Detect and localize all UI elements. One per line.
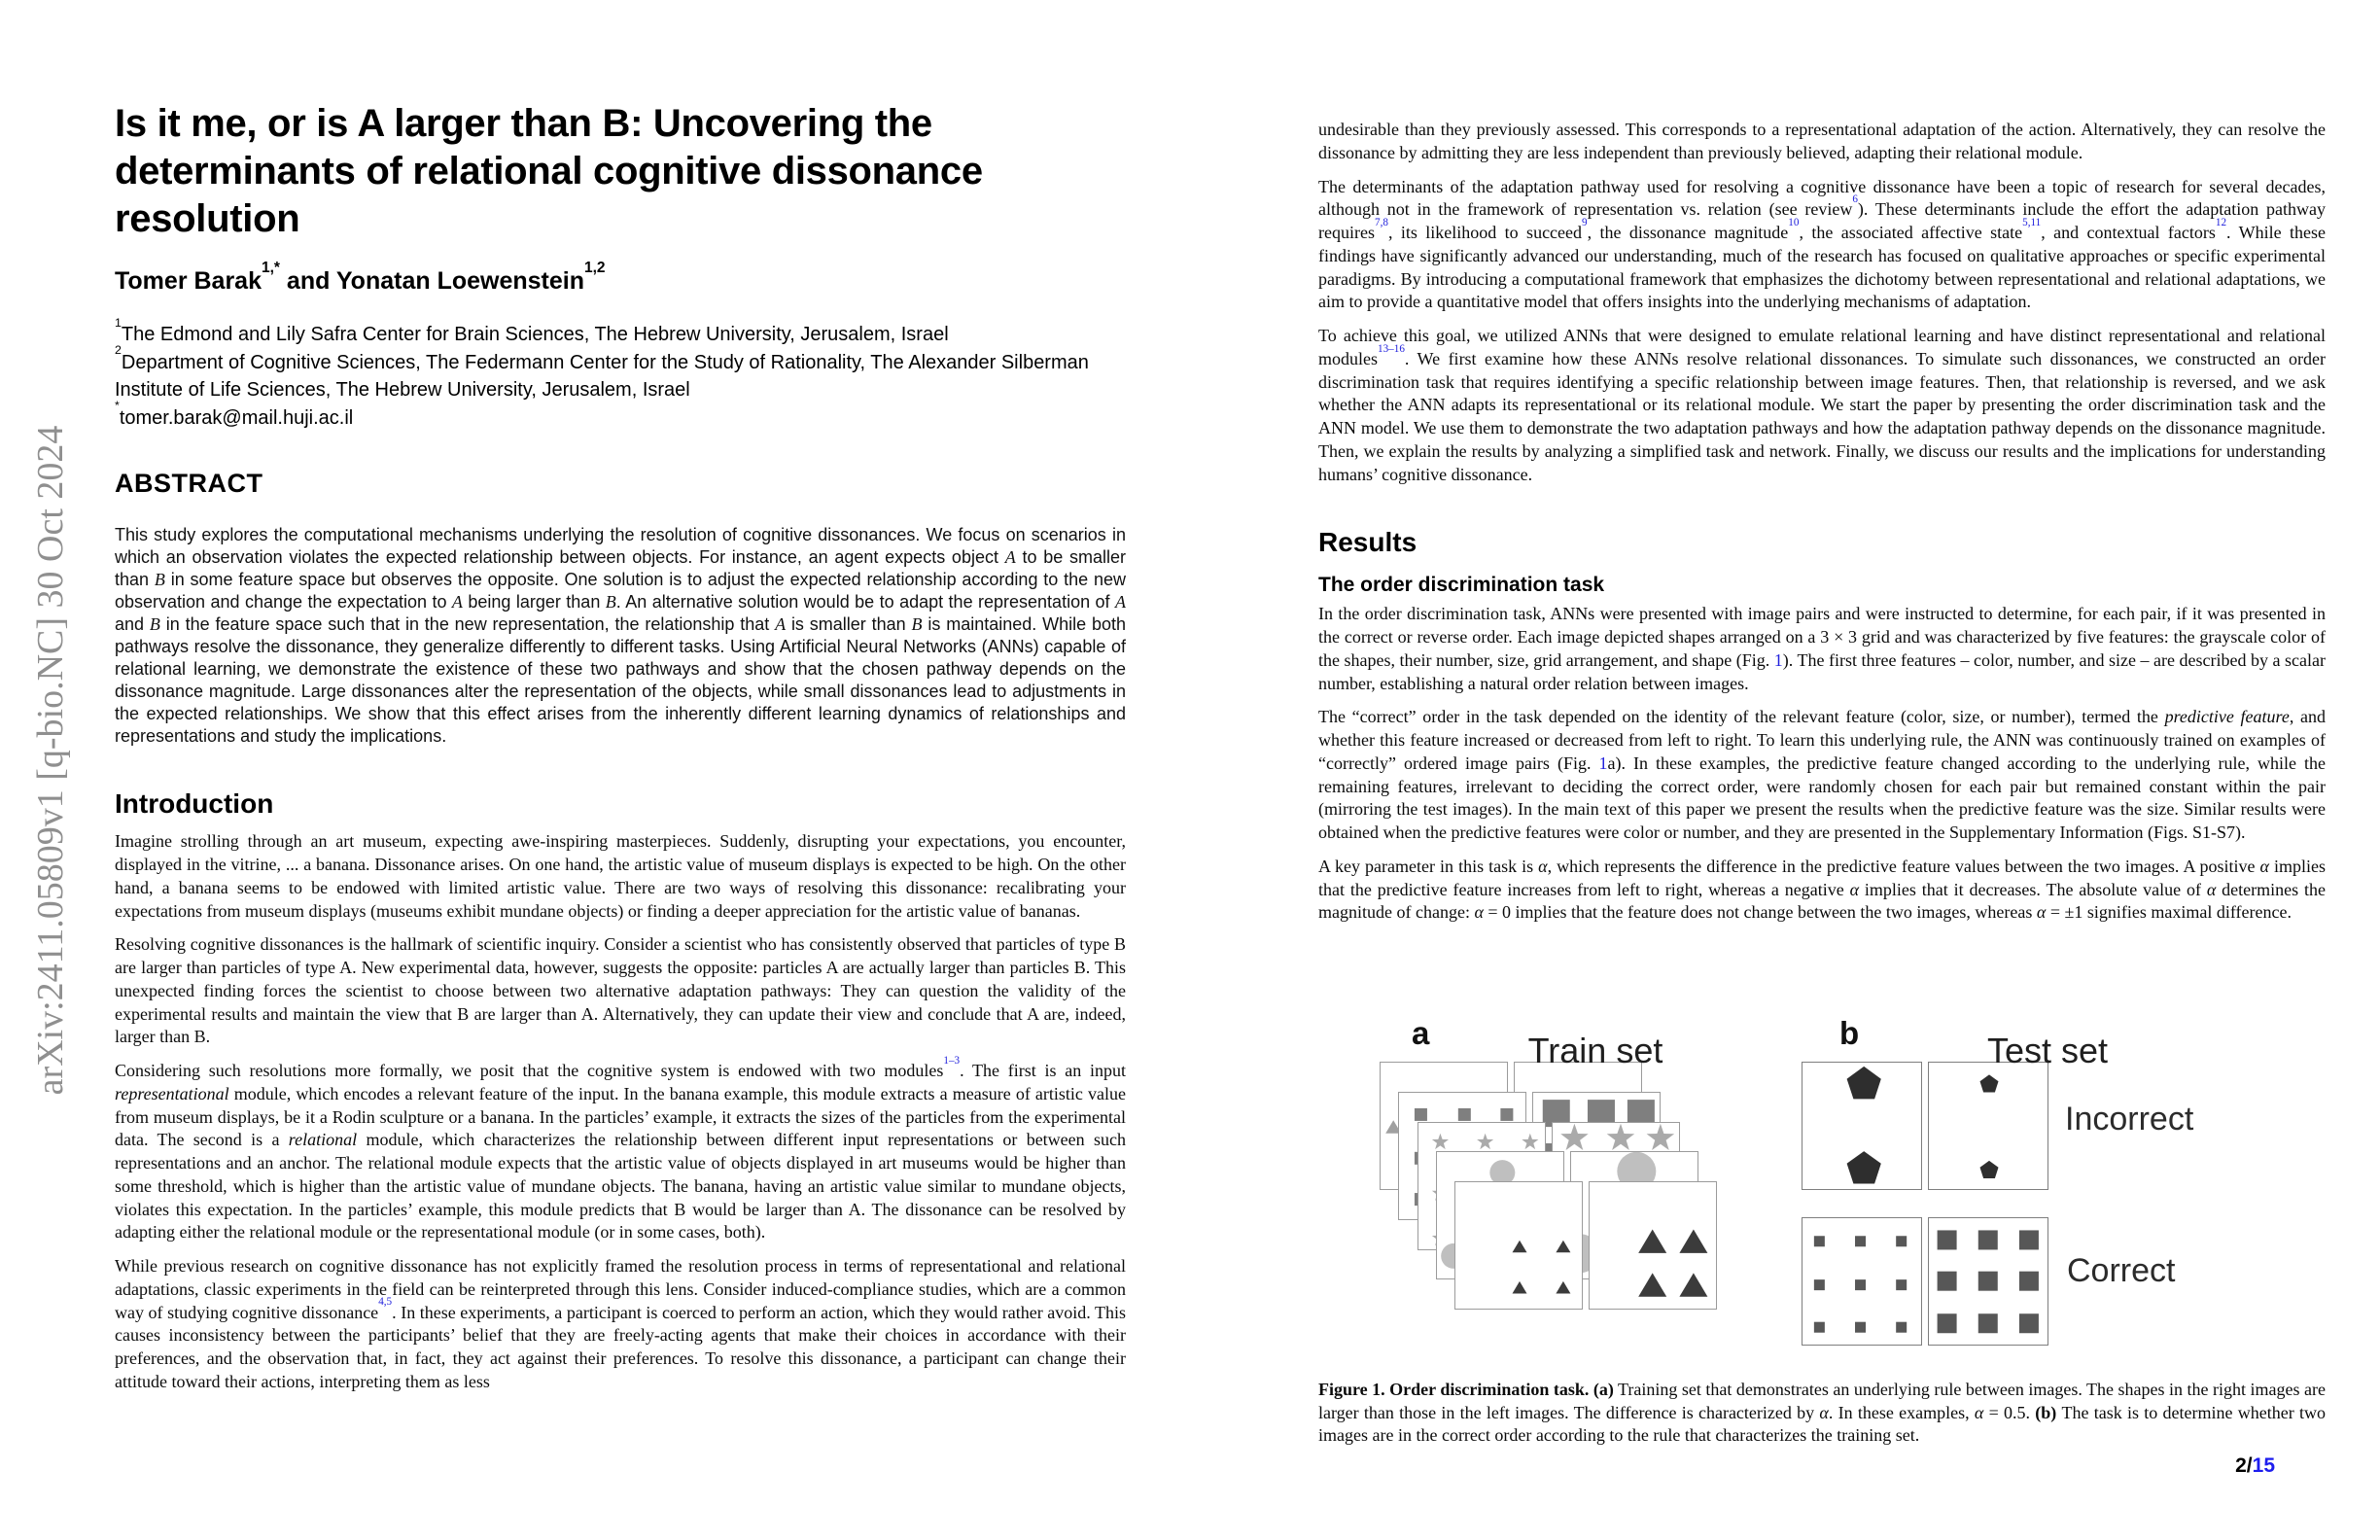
left-column — [115, 100, 1126, 1394]
train-set-title: Train set — [1527, 1031, 1663, 1070]
intro-paragraph-4: While previous research on cognitive dissonance has not explicitly framed the resolution process in terms of representational and relational adaptations, classic experiments in the field can be reinterpreted through this lens. Consider induced-compliance studies, which are a common way of studying cognitive dissonance$^{4,5}$. In these experiments, a participant is coerced to perform an action, which they would rather avoid. This causes inconsistency between the participants’ belief that they are freely-acting agents that make their choices in accordance with their preferences, and the observation that, in fact, they act against their preferences. To resolve this dissonance, a participant can change their attitude toward their actions, interpreting them as less — [115, 1256, 1127, 1391]
authors-line: Tomer Barak$^{1,*}$ and Yonatan Loewenstein$^{1,2}$ — [115, 259, 606, 296]
section-heading-results: Results — [1318, 527, 1418, 558]
page-number: 2/15 — [2235, 1454, 2275, 1477]
intro-paragraph-3: Considering such resolutions more formally, we posit that the cognitive system is endowed with two modules$^{1-3}$. The first is an input representational module, which encodes a relevant feature of the input. In the banana example, this module extracts a measure of artistic value from museum displays, be it a Rodin sculpture or a banana. In the particles’ example, it extracts the sizes of the particles from the experimental data. The second is a relational module, which characterizes the relationship between different input representations or between such representations and an anchor. The relational module expects that the artistic value of objects displayed in art museums would be higher than some threshold, which is higher than the artistic value of mundane objects. The banana, having an artistic value similar to mundane objects, violates this expectation. In the particles’ example, this module predicts that B would be larger than A. The dissonance can be resolved by adapting either the relational module or the representational module (or in some cases, both). — [115, 1054, 1126, 1242]
panel-b-label: b — [1839, 1015, 1860, 1051]
incorrect-label: Incorrect — [2065, 1101, 2194, 1138]
figure-1 — [1318, 1013, 2326, 1359]
intro-paragraph-1: Imagine strolling through an art museum, expecting awe-inspiring masterpieces. Suddenly, disrupting your expectations, you encounter, displayed in the vitrine, ... a banana. Dissonance arises. On one hand, the artistic value of museum displays is expected to be high. On the other hand, a banana seems to be endowed with limited artistic value. There are two ways of resolving this dissonance: recalibrating your expectations from museum displays (museums exhibit mundane objects) or finding a deeper appreciation for the artistic value of bananas. — [115, 831, 1126, 921]
results-paragraph-2: The “correct” order in the task depended on the identity of the relevant feature (color, size, or number), termed the predictive feature, and whether this feature increased or decreased from left to right. To learn this underlying rule, the ANN was continuously trained on examples of “correctly” ordered image pairs (Fig. 1a). In these examples, the predictive feature changed according to the underlying rule, while the remaining features, irrelevant to deciding the correct order, were randomly chosen for each pair but remained constant within the pair (mirroring the test images). In the main text of this paper we present the results when the predictive feature was the size. Similar results were obtained when the predictive features were color or number, and they are presented in the Supplementary Information (Figs. S1-S7). — [1318, 707, 2326, 842]
abstract-heading: ABSTRACT — [115, 468, 263, 498]
affiliations — [115, 315, 1126, 432]
arxiv-watermark: arXiv:2411.05809v1 [q-bio.NC] 30 Oct 2024 — [30, 425, 71, 1096]
paper-title: Is it me, or is A larger than B: Uncovering the determinants of relational cognitive dissonance resolution — [115, 102, 983, 240]
results-paragraph-1: In the order discrimination task, ANNs were presented with image pairs and were instructed to determine, for each pair, if it was presented in the correct or reverse order. Each image depicted shapes arranged on a 3 × 3 grid and was characterized by five features: the grayscale color of the shapes, their number, size, grid arrangement, and shape (Fig. 1). The first three features – color, number, and size – are described by a scalar number, establishing a natural order relation between images. — [1318, 604, 2326, 693]
abstract-text: This study explores the computational mechanisms underlying the resolution of cognitive dissonances. We focus on scenarios in which an observation violates the expected relationship between objects. For instance, an agent expects object A to be smaller than B in some feature space but observes the opposite. One solution is to adjust the expected relationship according to the new observation and change the expectation to A being larger than B. An alternative solution would be to adapt the representation of A and B in the feature space such that in the new representation, the relationship that A is smaller than B is maintained. While both pathways resolve the dissonance, they generalize differently to different tasks. Using Artificial Neural Networks (ANNs) capable of relational learning, we demonstrate the existence of these two pathways and show that the chosen pathway depends on the dissonance magnitude. Large dissonances alter the representation of the objects, while small dissonances lead to adjustments in the expected relationships. We show that this effect arises from the inherently different learning dynamics of relationships and representations and study the implications. — [115, 524, 1126, 747]
panel-a-label: a — [1412, 1015, 1430, 1051]
affiliation-1: $^1$The Edmond and Lily Safra Center for Brain Sciences, The Hebrew University, Jerusalem, Israel — [115, 315, 949, 346]
section-heading-introduction: Introduction — [115, 788, 274, 820]
test-card-pentagons-left — [1802, 1062, 1922, 1190]
affiliation-2: $^2$Department of Cognitive Sciences, The Federmann Center for the Study of Rationality, The Alexander Silberman Institute of Life Sciences, The Hebrew University, Jerusalem, Israel — [115, 343, 1089, 402]
figure-caption: Figure 1. Order discrimination task. (a) Training set that demonstrates an underlying rule between images. The shapes in the right images are larger than those in the left images. The difference is characterized by α. In these examples, α = 0.5. (b) The task is to determine whether two images are in the correct order according to the rule that characterizes the training set. — [1318, 1380, 2326, 1446]
test-card-pentagons-right — [1928, 1062, 2048, 1190]
train-card-triangles-right — [1589, 1181, 1717, 1310]
author-email[interactable]: *tomer.barak@mail.huji.ac.il — [115, 399, 354, 429]
right-paragraph-2: The determinants of the adaptation pathway used for resolving a cognitive dissonance have been a topic of research for several decades, although not in the framework of representation vs. relation (see review$^6$). These determinants include the effort the adaptation pathway requires$^{7,8}$, its likelihood to succeed$^9$, the dissonance magnitude$^{10}$, the associated affective state$^{5,11}$, and contextual factors$^{12}$. While these findings have significantly advanced our understanding, much of the research has focused on qualitative approaches or specific experimental paradigms. By introducing a computational framework that emphasizes the dichotomy between representational and relational adaptations, we aim to provide a quantitative model that offers insights into the underlying mechanisms of adaptation. — [1318, 176, 2326, 312]
intro-paragraph-2: Resolving cognitive dissonances is the hallmark of scientific inquiry. Consider a scientist who has consistently observed that particles of type B are larger than particles of type A. New experimental data, however, suggests the opposite: particles A are actually larger than particles B. This unexpected finding forces the scientist to choose between two alternative adaptation pathways: They can question the validity of the experimental results and maintain the view that B are larger than A. Alternatively, they can update their view and conclude that A are, indeed, larger than B. — [115, 934, 1126, 1047]
right-paragraph-3: To achieve this goal, we utilized ANNs that were designed to emulate relational learning and have distinct representational and relational modules$^{13-16}$. We first examine how these ANNs resolve relational dissonances. To simulate such dissonances, we constructed an order discrimination task that requires identifying a specific relationship between image features. Then, that relationship is reversed, and we ask whether the ANN adapts its representational or its relational module. We start the paper by presenting the order discrimination task and the ANN model. We use them to demonstrate the two adaptation pathways and how the adaptation pathway depends on the dissonance magnitude. Then, we explain the results by analyzing a simplified task and network. Finally, we discuss our results and the implications for understanding humans’ cognitive dissonance. — [1318, 326, 2326, 484]
results-paragraph-3: A key parameter in this task is α, which represents the difference in the predictive feature values between the two images. A positive α implies that the predictive feature increases from left to right, whereas a negative α implies that it decreases. The absolute value of α determines the magnitude of change: α = 0 implies that the feature does not change between the two images, whereas α = ±1 signifies maximal difference. — [1318, 856, 2326, 923]
correct-label: Correct — [2067, 1252, 2176, 1289]
continuation-paragraph: undesirable than they previously assessed. This corresponds to a representational adaptation of the action. Alternatively, they can resolve the dissonance by admitting they are less independent than previously believed, adapting their relational module. — [1318, 120, 2326, 162]
test-card-squares-left — [1802, 1217, 1922, 1346]
test-set-title: Test set — [1986, 1031, 2109, 1070]
right-column — [1318, 119, 2326, 925]
subsection-heading-order-task: The order discrimination task — [1318, 574, 1605, 597]
train-card-triangles-left — [1454, 1181, 1583, 1310]
test-card-squares-right — [1928, 1217, 2048, 1346]
